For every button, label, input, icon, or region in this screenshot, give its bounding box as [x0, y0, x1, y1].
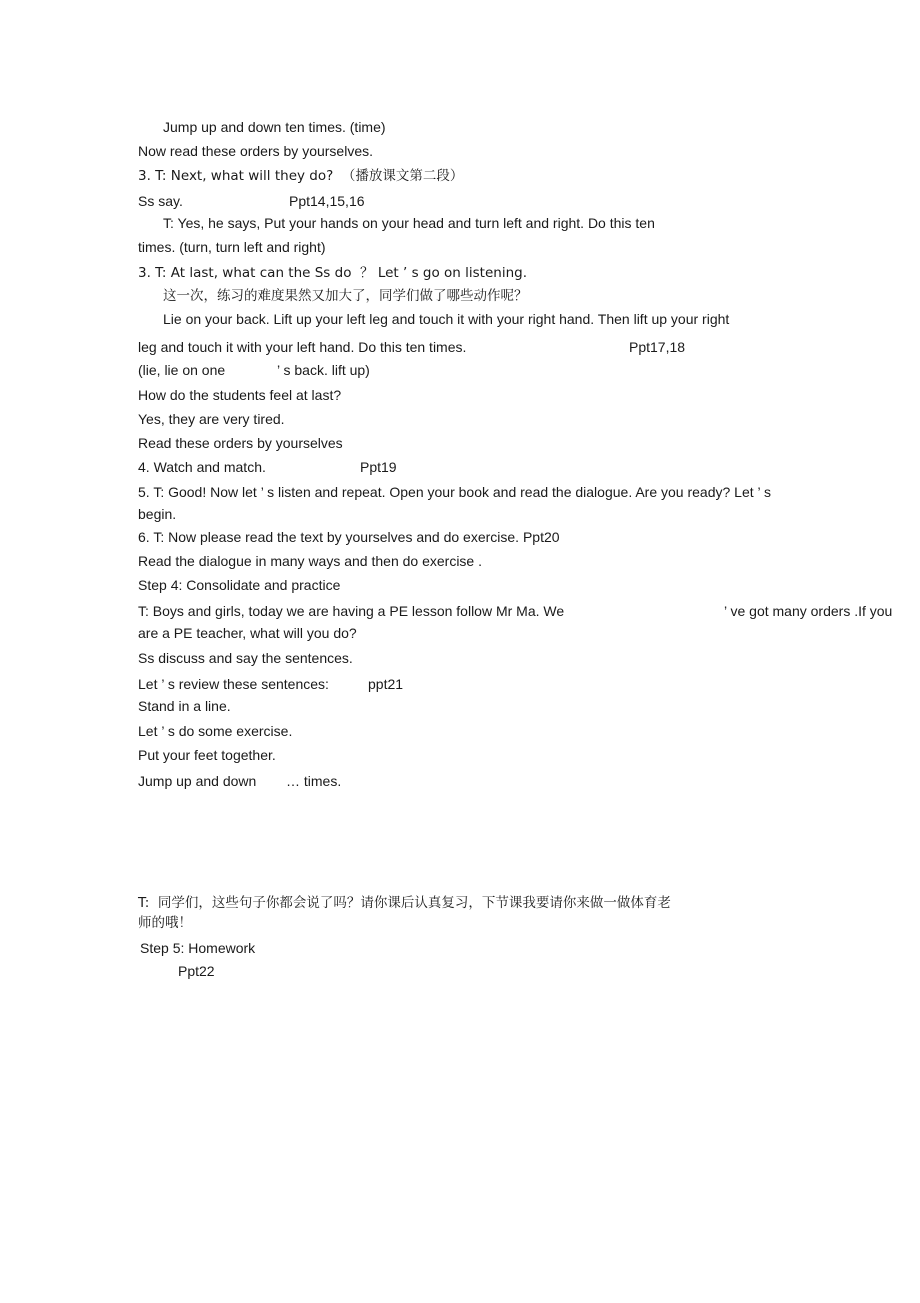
text-line: 4. Watch and match. [138, 459, 266, 475]
text-line: times. (turn, turn left and right) [138, 239, 326, 255]
text-line: Ss discuss and say the sentences. [138, 650, 353, 666]
text-line: Let ’ s do some exercise. [138, 723, 293, 739]
text-line: begin. [138, 506, 177, 522]
text-line: are a PE teacher, what will you do? [138, 625, 357, 641]
text-line: Ss say. [138, 193, 183, 209]
text-line: Read these orders by yourselves [138, 435, 343, 451]
step-heading: Step 5: Homework [140, 940, 256, 956]
text-line: Lie on your back. Lift up your left leg and touch it with your right hand. Then lift up your right [163, 311, 730, 327]
text-line: Put your feet together. [138, 747, 276, 763]
text-line: How do the students feel at last? [138, 387, 342, 403]
text-line: Read the dialogue in many ways and then do exercise . [138, 553, 482, 569]
text-line: ’ ve got many orders .If you [724, 603, 893, 619]
text-line: 师的哦！ [138, 915, 192, 931]
text-line: Let ’ s review these sentences: [138, 676, 329, 692]
slide-reference: Ppt14,15,16 [289, 193, 365, 209]
slide-reference: Ppt19 [360, 459, 397, 475]
step-heading: Step 4: Consolidate and practice [138, 577, 341, 593]
text-line: 这一次，练习的难度果然又加大了，同学们做了哪些动作呢？ [163, 288, 528, 304]
text-line: T: 同学们，这些句子你都会说了吗？请你课后认真复习，下节课我要请你来做一做体育老 [138, 895, 671, 911]
text-line: T: Yes, he says, Put your hands on your head and turn left and right. Do this ten [163, 215, 655, 231]
text-line: Yes, they are very tired. [138, 411, 285, 427]
text-line: Now read these orders by yourselves. [138, 143, 373, 159]
text-line: leg and touch it with your left hand. Do this ten times. [138, 339, 467, 355]
text-line: 3. T: Next, what will they do? （播放课文第二段） [138, 168, 464, 184]
text-line: Jump up and down ten times. (time) [163, 119, 386, 135]
slide-reference: Ppt17,18 [629, 339, 686, 355]
text-line: (lie, lie on one [138, 362, 226, 378]
text-line: 3. T: At last, what can the Ss do ？ Let ’ s go on listening. [138, 265, 527, 281]
slide-reference: ppt21 [368, 676, 404, 692]
text-line: 6. T: Now please read the text by yourselves and do exercise. Ppt20 [138, 529, 560, 545]
text-line: Stand in a line. [138, 698, 231, 714]
slide-reference: Ppt22 [178, 963, 215, 979]
text-line: 5. T: Good! Now let ’ s listen and repeat. Open your book and read the dialogue. Are you ready? Let ’ s [138, 484, 771, 500]
text-line: Jump up and down [138, 773, 257, 789]
text-line: T: Boys and girls, today we are having a PE lesson follow Mr Ma. We [138, 603, 565, 619]
text-line: … times. [286, 773, 342, 789]
text-line: ’ s back. lift up) [277, 362, 370, 378]
